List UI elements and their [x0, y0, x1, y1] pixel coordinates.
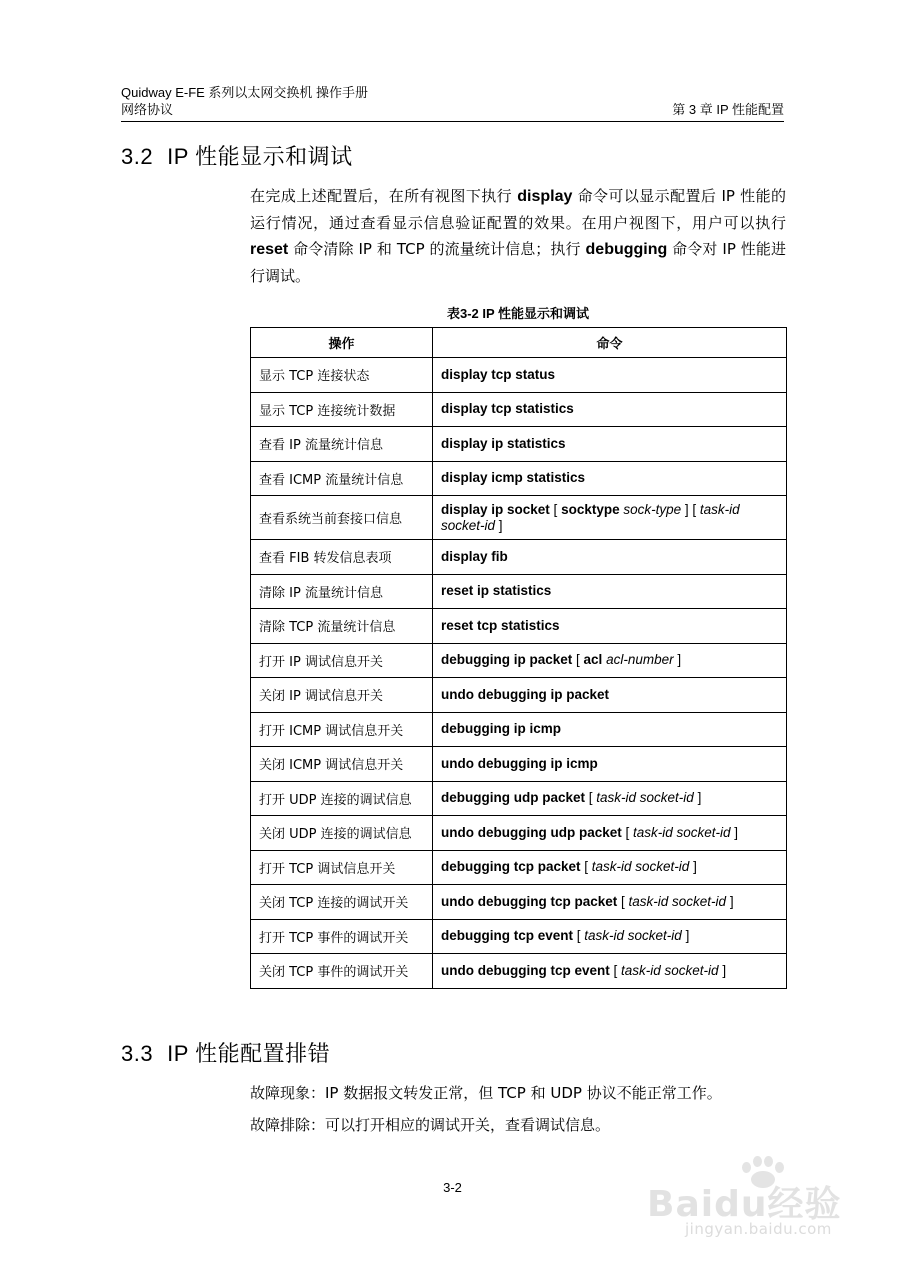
- operation-cell: 打开 ICMP 调试信息开关: [251, 712, 433, 747]
- table-row: [251, 850, 787, 885]
- command-parameter: sock-type: [623, 501, 682, 517]
- watermark-brand: Baidu经验: [647, 1184, 842, 1225]
- table-row: [251, 747, 787, 782]
- command-parameter: task-id socket-id: [633, 824, 731, 840]
- command-cell: [433, 392, 787, 427]
- page-header: [121, 84, 784, 118]
- command-keyword: undo debugging ip packet: [441, 686, 609, 702]
- table-row: [251, 609, 787, 644]
- command-keyword: reset tcp statistics: [441, 617, 560, 633]
- operation-cell: 关闭 TCP 连接的调试开关: [251, 885, 433, 920]
- command-bracket: [: [621, 824, 633, 840]
- operation-cell: 清除 TCP 流量统计信息: [251, 609, 433, 644]
- table-row: [251, 358, 787, 393]
- operation-cell: 查看 IP 流量统计信息: [251, 427, 433, 462]
- command-keyword: acl: [583, 652, 603, 668]
- intro-text-3: 命令清除 IP 和 TCP 的流量统计信息；执行: [288, 240, 586, 258]
- command-cell: [433, 678, 787, 713]
- operation-cell: 清除 IP 流量统计信息: [251, 574, 433, 609]
- command-keyword: undo debugging ip icmp: [441, 755, 598, 771]
- command-cell: [433, 358, 787, 393]
- command-cell: [433, 747, 787, 782]
- command-cell: [433, 496, 787, 540]
- command-cell: [433, 781, 787, 816]
- operation-cell: 关闭 TCP 事件的调试开关: [251, 954, 433, 989]
- column-header-command: 命令: [433, 328, 787, 358]
- operation-cell: 打开 TCP 事件的调试开关: [251, 919, 433, 954]
- command-keyword: debugging tcp packet: [441, 859, 581, 875]
- operation-cell: 打开 UDP 连接的调试信息: [251, 781, 433, 816]
- watermark-url: jingyan.baidu.com: [685, 1220, 832, 1238]
- table-row: [251, 496, 787, 540]
- command-keyword: display tcp statistics: [441, 401, 574, 417]
- command-cell: [433, 540, 787, 575]
- command-bracket: [: [580, 859, 592, 875]
- command-keyword: undo debugging tcp event: [441, 962, 610, 978]
- operation-cell: 查看系统当前套接口信息: [251, 496, 433, 540]
- command-parameter: task-id socket-id: [591, 859, 690, 875]
- command-bracket: [: [585, 790, 597, 806]
- command-cell: [433, 885, 787, 920]
- command-keyword: debugging udp packet: [441, 790, 585, 806]
- command-bracket: ]: [730, 824, 739, 840]
- section-heading-text: IP 性能配置排错: [167, 1041, 331, 1066]
- command-keyword: undo debugging udp packet: [441, 824, 622, 840]
- command-cell: [433, 954, 787, 989]
- section-3-2-title: [121, 140, 353, 171]
- command-bracket: ]: [495, 517, 503, 533]
- command-cell: [433, 427, 787, 462]
- operation-cell: 打开 IP 调试信息开关: [251, 643, 433, 678]
- command-keyword: socktype: [561, 501, 620, 517]
- baidu-jingyan-watermark: [647, 1152, 847, 1242]
- table-row: [251, 678, 787, 713]
- command-keyword: undo debugging tcp packet: [441, 893, 618, 909]
- command-cell: [433, 712, 787, 747]
- table-row: [251, 919, 787, 954]
- command-bracket: ]: [689, 859, 697, 875]
- table-row: [251, 885, 787, 920]
- command-table: [250, 327, 787, 989]
- header-manual-title: Quidway E-FE 系列以太网交换机 操作手册: [121, 85, 369, 100]
- intro-text-1: 在完成上述配置后，在所有视图下执行: [250, 187, 518, 205]
- section-3-3-title: [121, 1037, 330, 1068]
- command-keyword: debugging ip packet: [441, 652, 573, 668]
- fault-removal-text: 故障排除：可以打开相应的调试开关，查看调试信息。: [250, 1116, 611, 1134]
- table-caption: 表3-2 IP 性能显示和调试: [446, 306, 590, 321]
- command-bracket: ]: [673, 652, 682, 668]
- operation-cell: 查看 FIB 转发信息表项: [251, 540, 433, 575]
- section-number: 3.2: [121, 144, 154, 169]
- command-parameter: acl-number: [606, 652, 674, 668]
- table-row: [251, 954, 787, 989]
- operation-cell: 关闭 IP 调试信息开关: [251, 678, 433, 713]
- command-keyword: display ip statistics: [441, 435, 566, 451]
- command-cell: [433, 919, 787, 954]
- command-cell: [433, 461, 787, 496]
- command-parameter: task-id socket-id: [441, 501, 740, 533]
- command-parameter: task-id socket-id: [584, 928, 682, 944]
- table-row: [251, 540, 787, 575]
- column-header-operation: 操作: [251, 328, 433, 358]
- command-bracket: ]: [681, 928, 690, 944]
- command-bracket: [: [609, 962, 622, 978]
- command-bracket: ]: [726, 893, 734, 909]
- command-parameter: task-id socket-id: [621, 962, 719, 978]
- intro-keyword-display: display: [517, 188, 573, 205]
- command-cell: [433, 850, 787, 885]
- operation-cell: 打开 TCP 调试信息开关: [251, 850, 433, 885]
- table-row: [251, 392, 787, 427]
- table-row: [251, 427, 787, 462]
- command-keyword: debugging ip icmp: [441, 721, 561, 737]
- command-cell: [433, 643, 787, 678]
- command-bracket: [: [617, 893, 629, 909]
- intro-text-2: 命令可以显示配置后 IP 性能的运行情况，通过查看显示信息验证配置的效果。在用户视图下，用户可以执行: [250, 187, 786, 232]
- table-row: [251, 712, 787, 747]
- page-number: 3-2: [443, 1180, 462, 1195]
- table-row: [251, 643, 787, 678]
- command-keyword: display ip socket: [441, 501, 550, 517]
- command-keyword: reset ip statistics: [441, 583, 552, 599]
- header-chapter: 第 3 章 IP 性能配置: [672, 102, 784, 117]
- table-row: [251, 461, 787, 496]
- fault-phenomenon-text: 故障现象：IP 数据报文转发正常，但 TCP 和 UDP 协议不能正常工作。: [250, 1084, 722, 1102]
- operation-cell: 显示 TCP 连接状态: [251, 358, 433, 393]
- intro-keyword-debugging: debugging: [585, 241, 668, 258]
- section-number: 3.3: [121, 1041, 154, 1066]
- intro-paragraph: [250, 183, 786, 289]
- command-keyword: debugging tcp event: [441, 928, 574, 944]
- operation-cell: 关闭 UDP 连接的调试信息: [251, 816, 433, 851]
- command-bracket: [: [549, 501, 562, 517]
- operation-cell: 关闭 ICMP 调试信息开关: [251, 747, 433, 782]
- operation-cell: 显示 TCP 连接统计数据: [251, 392, 433, 427]
- command-cell: [433, 816, 787, 851]
- header-divider: [121, 121, 784, 122]
- table-header-row: [251, 328, 787, 358]
- command-parameter: task-id socket-id: [628, 893, 727, 909]
- command-bracket: ]: [718, 962, 727, 978]
- command-keyword: display tcp status: [441, 366, 556, 382]
- intro-keyword-reset: reset: [250, 241, 289, 258]
- table-row: [251, 816, 787, 851]
- command-cell: [433, 574, 787, 609]
- command-keyword: display fib: [441, 548, 508, 564]
- command-bracket: [: [573, 928, 585, 944]
- command-bracket: [: [572, 652, 584, 668]
- table-row: [251, 781, 787, 816]
- header-volume: 网络协议: [121, 102, 174, 117]
- operation-cell: 查看 ICMP 流量统计信息: [251, 461, 433, 496]
- command-parameter: task-id socket-id: [596, 790, 694, 806]
- section-heading-text: IP 性能显示和调试: [167, 144, 353, 169]
- command-cell: [433, 609, 787, 644]
- command-bracket: ]: [693, 790, 702, 806]
- intro-text-4: 命令对 IP 性能进行调试。: [250, 240, 786, 285]
- table-row: [251, 574, 787, 609]
- header-second-row: [121, 101, 784, 118]
- command-bracket: ] [: [681, 501, 700, 517]
- command-keyword: display icmp statistics: [441, 470, 586, 486]
